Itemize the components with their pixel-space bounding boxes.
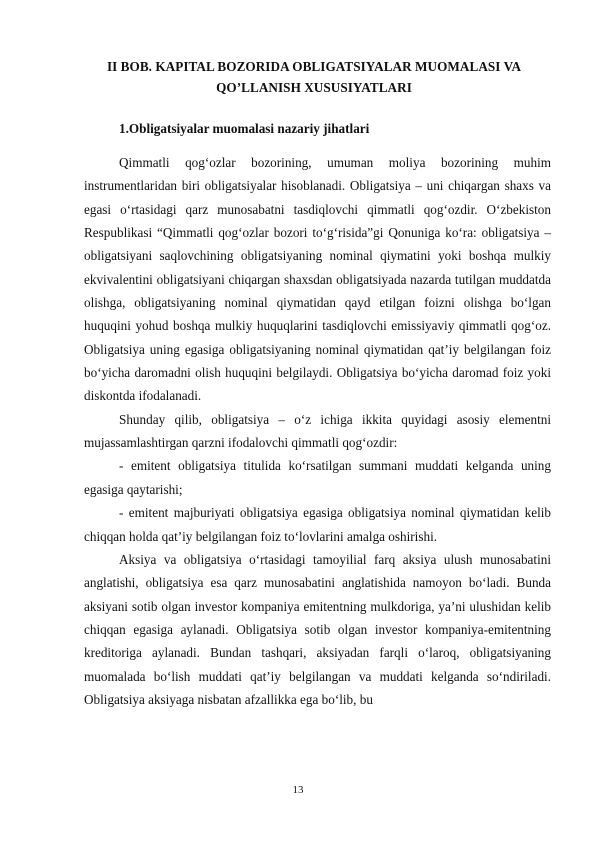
paragraph: - emitent obligatsiya titulida ko‘rsatilgan summani muddati kelganda uning egasiga qaytarishi; bbox=[84, 458, 551, 497]
body-text bbox=[84, 151, 551, 711]
chapter-heading: II BOB. KAPITAL BOZORIDA OBLIGATSIYALAR MUOMALASI VA QO’LLANISH XUSUSIYATLARI bbox=[106, 59, 522, 95]
page-number: 13 bbox=[292, 784, 304, 796]
section-heading: 1.Obligatsiyalar muomalasi nazariy jihatlari bbox=[119, 121, 370, 136]
paragraph: Qimmatli qog‘ozlar bozorining, umuman moliya bozorining muhim instrumentlaridan biri obligatsiyalar hisoblanadi. Obligatsiya – uni chiqargan shaxs va egasi o‘rtasidagi qarz munosabatni tasdiqlovchi qimmatli qog‘ozdir. O‘zbekiston Respublikasi “Qimmatli qog‘ozlar bozori to‘g‘risida”gi Qonuniga ko‘ra: obligatsiya – obligatsiyani saqlovchining obligatsiyaning nominal qiymatini yoki boshqa mulkiy ekvivalentini obligatsiyani chiqargan shaxsdan obligatsiyada nazarda tutilgan muddatda olishga, obligatsiyaning nominal qiymatidan qayd etilgan foizni olishga bo‘lgan huquqini yohud boshqa mulkiy huquqlarini tasdiqlovchi emissiyaviy qimmatli qog‘oz. Obligatsiya uning egasiga obligatsiyaning nominal qiymatidan qat’iy belgilangan foiz bo‘yicha daromadni olish huquqini belgilaydi. Obligatsiya bo‘yicha daromad foiz yoki diskontda ifodalanadi. bbox=[84, 155, 551, 404]
paragraph: Shunday qilib, obligatsiya – o‘z ichiga ikkita quyidagi asosiy elementni mujassamlashtirgan qarzni ifodalovchi qimmatli qog‘ozdir: bbox=[84, 411, 551, 451]
paragraph: - emitent majburiyati obligatsiya egasiga obligatsiya nominal qiymatidan kelib chiqqan holda qat’iy belgilangan foiz to‘lovlarini amalga oshirishi. bbox=[84, 505, 551, 544]
paragraph: Aksiya va obligatsiya o‘rtasidagi tamoyilial farq aksiya ulush munosabatini anglatishi, obligatsiya esa qarz munosabatini anglatishida namoyon bo‘ladi. Bunda aksiyani sotib olgan investor kompaniya emitentning mulkdoriga, ya’ni ulushidan kelib chiqqan egasiga aylanadi. Obligatsiya sotib olgan investor kompaniya-emitentning kreditoriga aylanadi. Bundan tashqari, aksiyadan farqli o‘laroq, obligatsiyaning muomalada bo‘lish muddati qat’iy belgilangan va muddati kelganda so‘ndiriladi. Obligatsiya aksiyaga nisbatan afzallikka ega bo‘lib, bu bbox=[84, 551, 551, 707]
